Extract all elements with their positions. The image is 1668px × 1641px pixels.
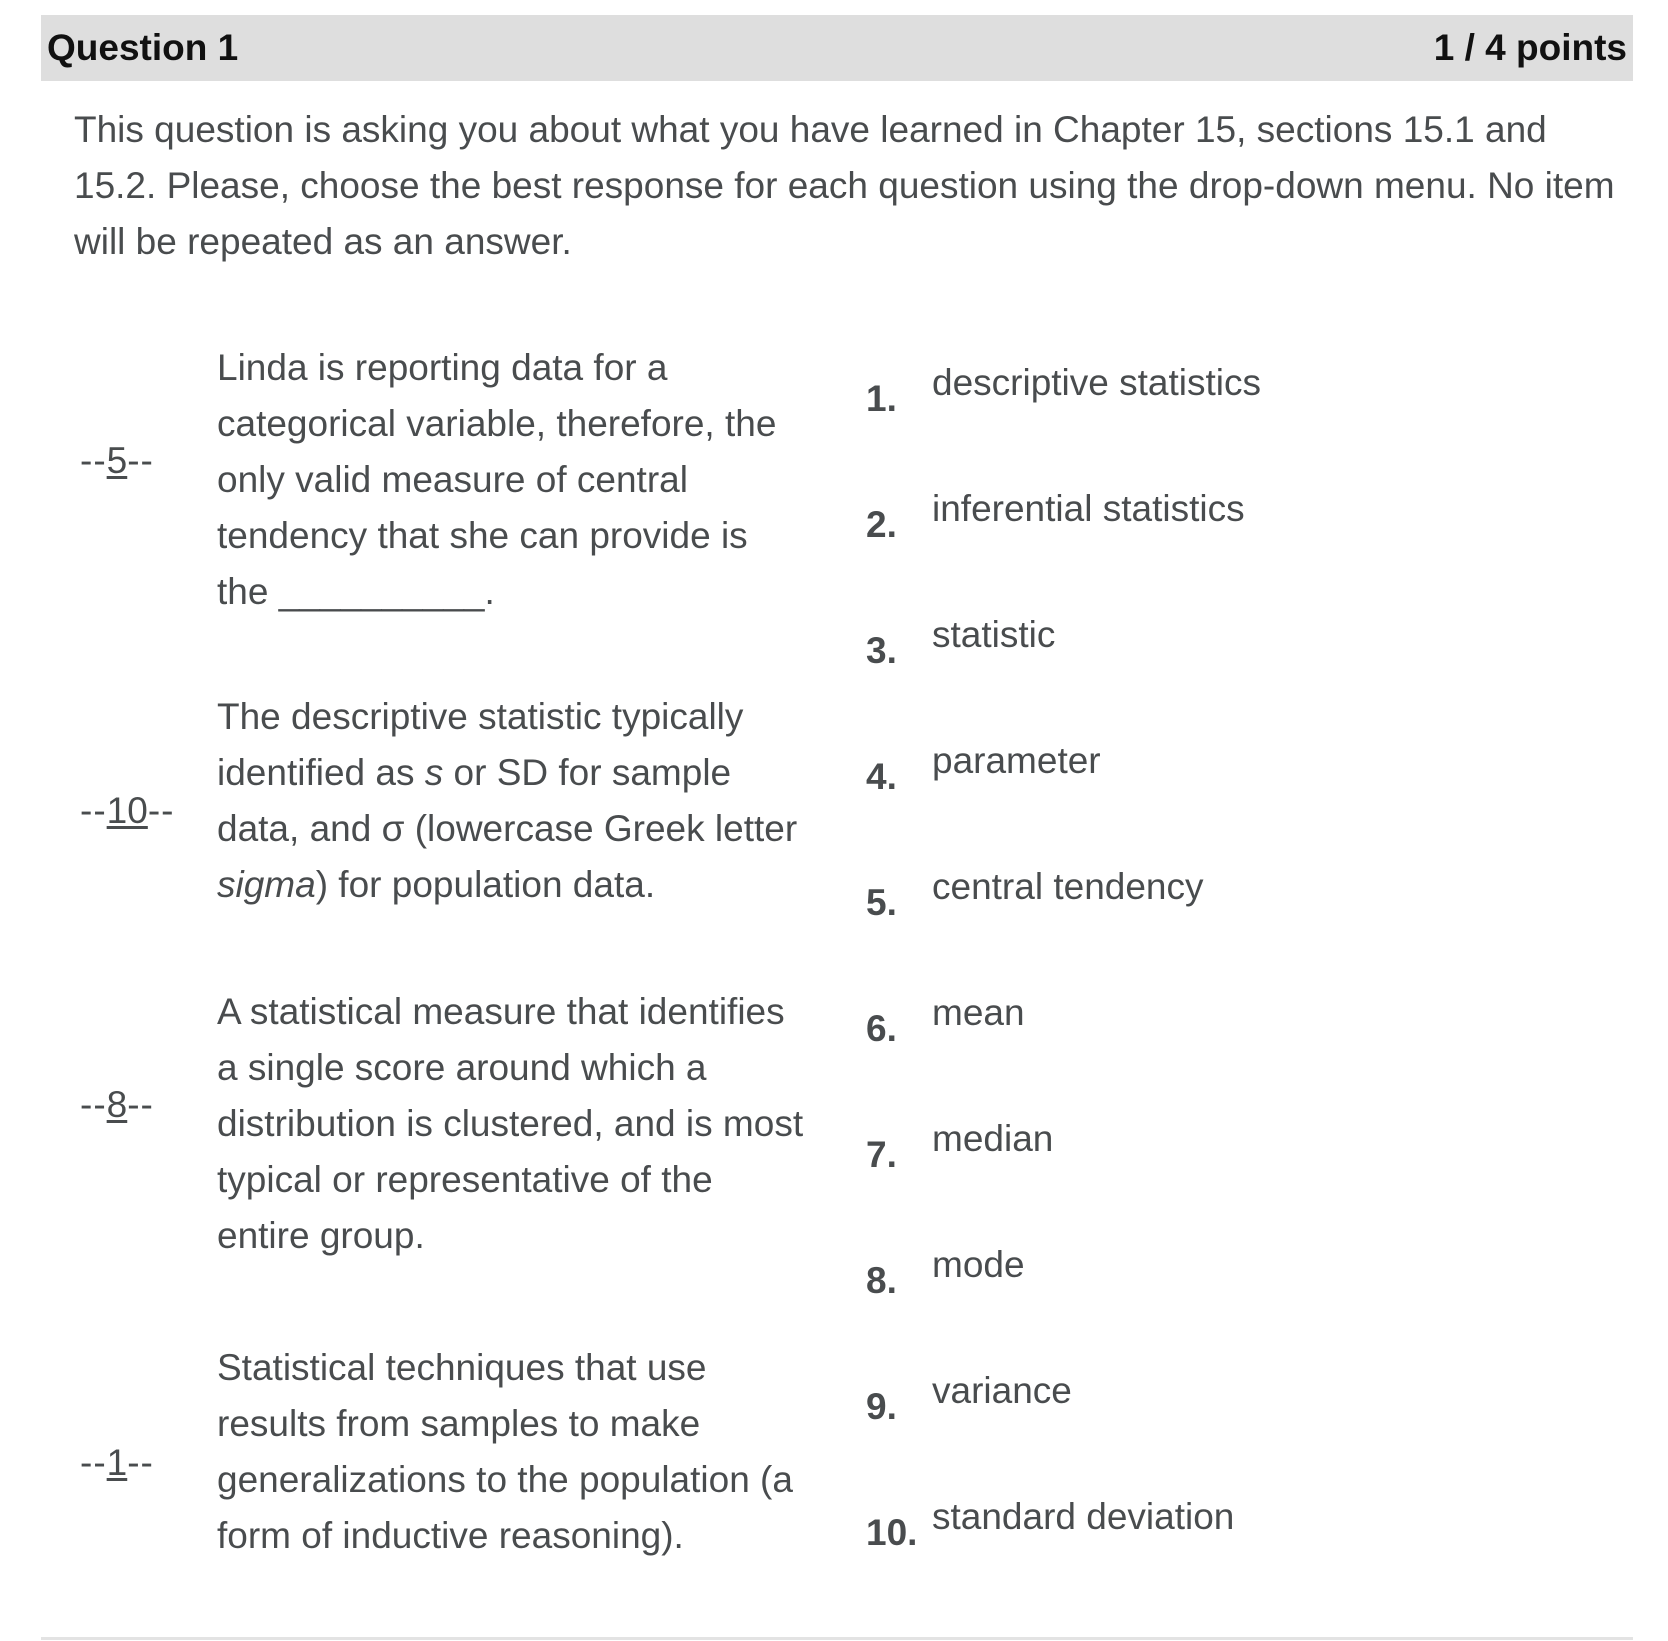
choice-text: mode [932, 1244, 1025, 1285]
choice-text: central tendency [932, 866, 1204, 907]
choice-number: 10. [866, 1512, 918, 1553]
prompt-line: sigma) for population data. [217, 864, 656, 905]
choice-number: 5. [866, 882, 897, 923]
choice-text: standard deviation [932, 1496, 1235, 1537]
prompt-line: a single score around which a [217, 1047, 707, 1088]
section-divider [41, 1637, 1633, 1640]
prompt-line: A statistical measure that identifies [217, 991, 785, 1032]
choice-number: 7. [866, 1134, 897, 1175]
choice-number: 8. [866, 1260, 897, 1301]
question-prompt [217, 1340, 837, 1564]
question-score: 1 / 4 points [1433, 27, 1627, 68]
choice-text: statistic [932, 614, 1056, 655]
choice-text: mean [932, 992, 1025, 1033]
question-title: Question 1 [47, 27, 239, 68]
choice-number: 6. [866, 1008, 897, 1049]
prompt-line: the __________. [217, 571, 495, 612]
question-prompt [217, 984, 837, 1264]
prompt-line: results from samples to make [217, 1403, 701, 1444]
answer-value: 5 [106, 440, 128, 481]
prompt-line: distribution is clustered, and is most [217, 1103, 804, 1144]
prompt-line: tendency that she can provide is [217, 515, 748, 556]
choice-text: parameter [932, 740, 1101, 781]
answer-value: 8 [106, 1084, 128, 1125]
prompt-line: The descriptive statistic typically [217, 696, 744, 737]
question-instructions: This question is asking you about what you have learned in Chapter 15, sections 15.1 and 15.2. Please, choose the best response for each question using the drop-down menu. No item will be repeated as an answer. [74, 109, 1615, 262]
prompt-line: Linda is reporting data for a [217, 347, 668, 388]
prompt-line: typical or representative of the [217, 1159, 713, 1200]
choice-text: descriptive statistics [932, 362, 1261, 403]
answer-blank: --1-- [80, 1442, 154, 1483]
prompt-line: entire group. [217, 1215, 425, 1256]
answer-value: 1 [106, 1442, 128, 1483]
prompt-line: categorical variable, therefore, the [217, 403, 777, 444]
answer-blank: --10-- [80, 790, 175, 831]
prompt-line: Statistical techniques that use [217, 1347, 707, 1388]
choice-text: median [932, 1118, 1054, 1159]
choice-number: 2. [866, 504, 897, 545]
choice-number: 1. [866, 378, 897, 419]
question-prompt [217, 689, 837, 913]
answer-blank: --5-- [80, 440, 154, 481]
answer-value: 10 [106, 790, 148, 831]
prompt-line: data, and σ (lowercase Greek letter [217, 808, 798, 849]
choice-text: variance [932, 1370, 1072, 1411]
choice-number: 4. [866, 756, 897, 797]
choice-number: 9. [866, 1386, 897, 1427]
prompt-line: only valid measure of central [217, 459, 688, 500]
prompt-line: form of inductive reasoning). [217, 1515, 684, 1556]
choice-text: inferential statistics [932, 488, 1245, 529]
question-prompt [217, 340, 837, 620]
answer-blank: --8-- [80, 1084, 154, 1125]
choice-number: 3. [866, 630, 897, 671]
question-header [41, 15, 1633, 81]
prompt-line: identified as s or SD for sample [217, 752, 732, 793]
prompt-line: generalizations to the population (a [217, 1459, 793, 1500]
